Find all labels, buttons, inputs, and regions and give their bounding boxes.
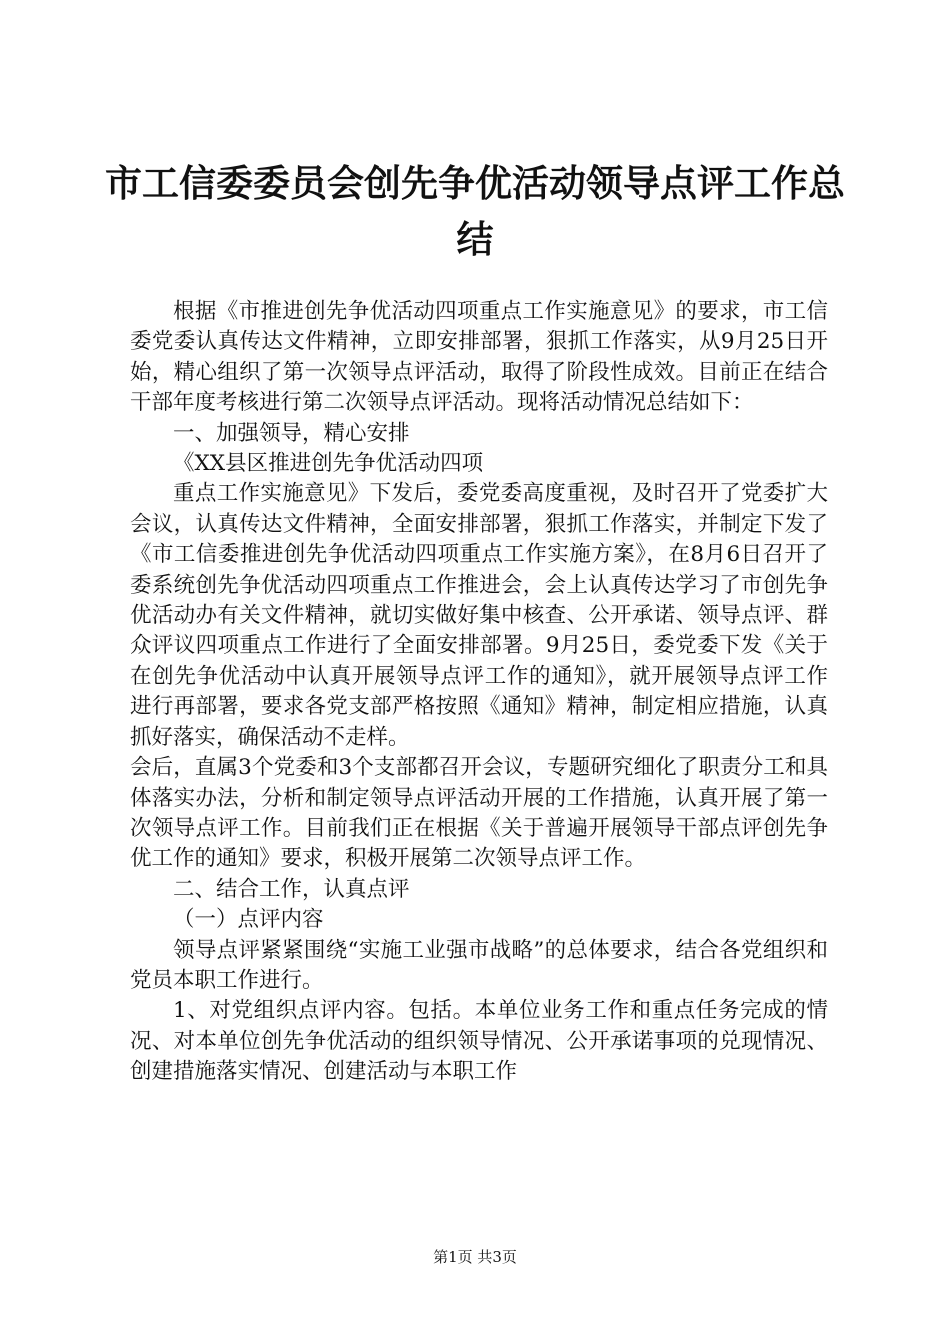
paragraph: 1、对党组织点评内容。包括。本单位业务工作和重点任务完成的情况、对本单位创先争优活动的组织领导情况、公开承诺事项的兑现情况、创建措施落实情况、创建活动与本职工作 bbox=[130, 998, 828, 1085]
paragraph: 《XX县区推进创先争优活动四项 bbox=[173, 451, 484, 477]
section-heading: 一、加强领导，精心安排 bbox=[173, 420, 410, 446]
document-title-line1: 市工信委委员会创先争优活动领导点评工作总 bbox=[105, 162, 845, 205]
page-footer: 第1页 共3页 bbox=[433, 1248, 517, 1266]
paragraph: 根据《市推进创先争优活动四项重点工作实施意见》的要求，市工信委党委认真传达文件精神，立即安排部署，狠抓工作落实，从9月25日开始，精心组织了第一次领导点评活动，取得了阶段性成效。目前正在结合干部年度考核进行第二次领导点评活动。现将活动情况总结如下： bbox=[130, 299, 828, 416]
subsection-heading: （一）点评内容 bbox=[173, 907, 324, 933]
paragraph: 重点工作实施意见》下发后，委党委高度重视，及时召开了党委扩大会议，认真传达文件精神，全面安排部署，狠抓工作落实，并制定下发了《市工信委推进创先争优活动四项重点工作实施方案》，在8月6日召开了委系统创先争优活动四项重点工作推进会，会上认真传达学习了市创先争优活动办有关文件精神，就切实做好集中核查、公开承诺、领导点评、群众评议四项重点工作进行了全面安排部署。9月25日，委党委下发《关于在创先争优活动中认真开展领导点评工作的通知》，就开展领导点评工作进行再部署，要求各党支部严格按照《通知》精神，制定相应措施，认真抓好落实，确保活动不走样。 bbox=[130, 481, 828, 750]
document-title-line2: 结 bbox=[456, 218, 494, 261]
section-heading: 二、结合工作，认真点评 bbox=[173, 876, 410, 902]
paragraph: 领导点评紧紧围绕“实施工业强市战略”的总体要求，结合各党组织和党员本职工作进行。 bbox=[130, 937, 828, 993]
paragraph: 会后，直属3个党委和3个支部都召开会议，专题研究细化了职责分工和具体落实办法，分析和制定领导点评活动开展的工作措施，认真开展了第一次领导点评工作。目前我们正在根据《关于普遍开展领导干部点评创先争优工作的通知》要求，积极开展第二次领导点评工作。 bbox=[130, 755, 828, 872]
document-body bbox=[130, 297, 828, 1088]
